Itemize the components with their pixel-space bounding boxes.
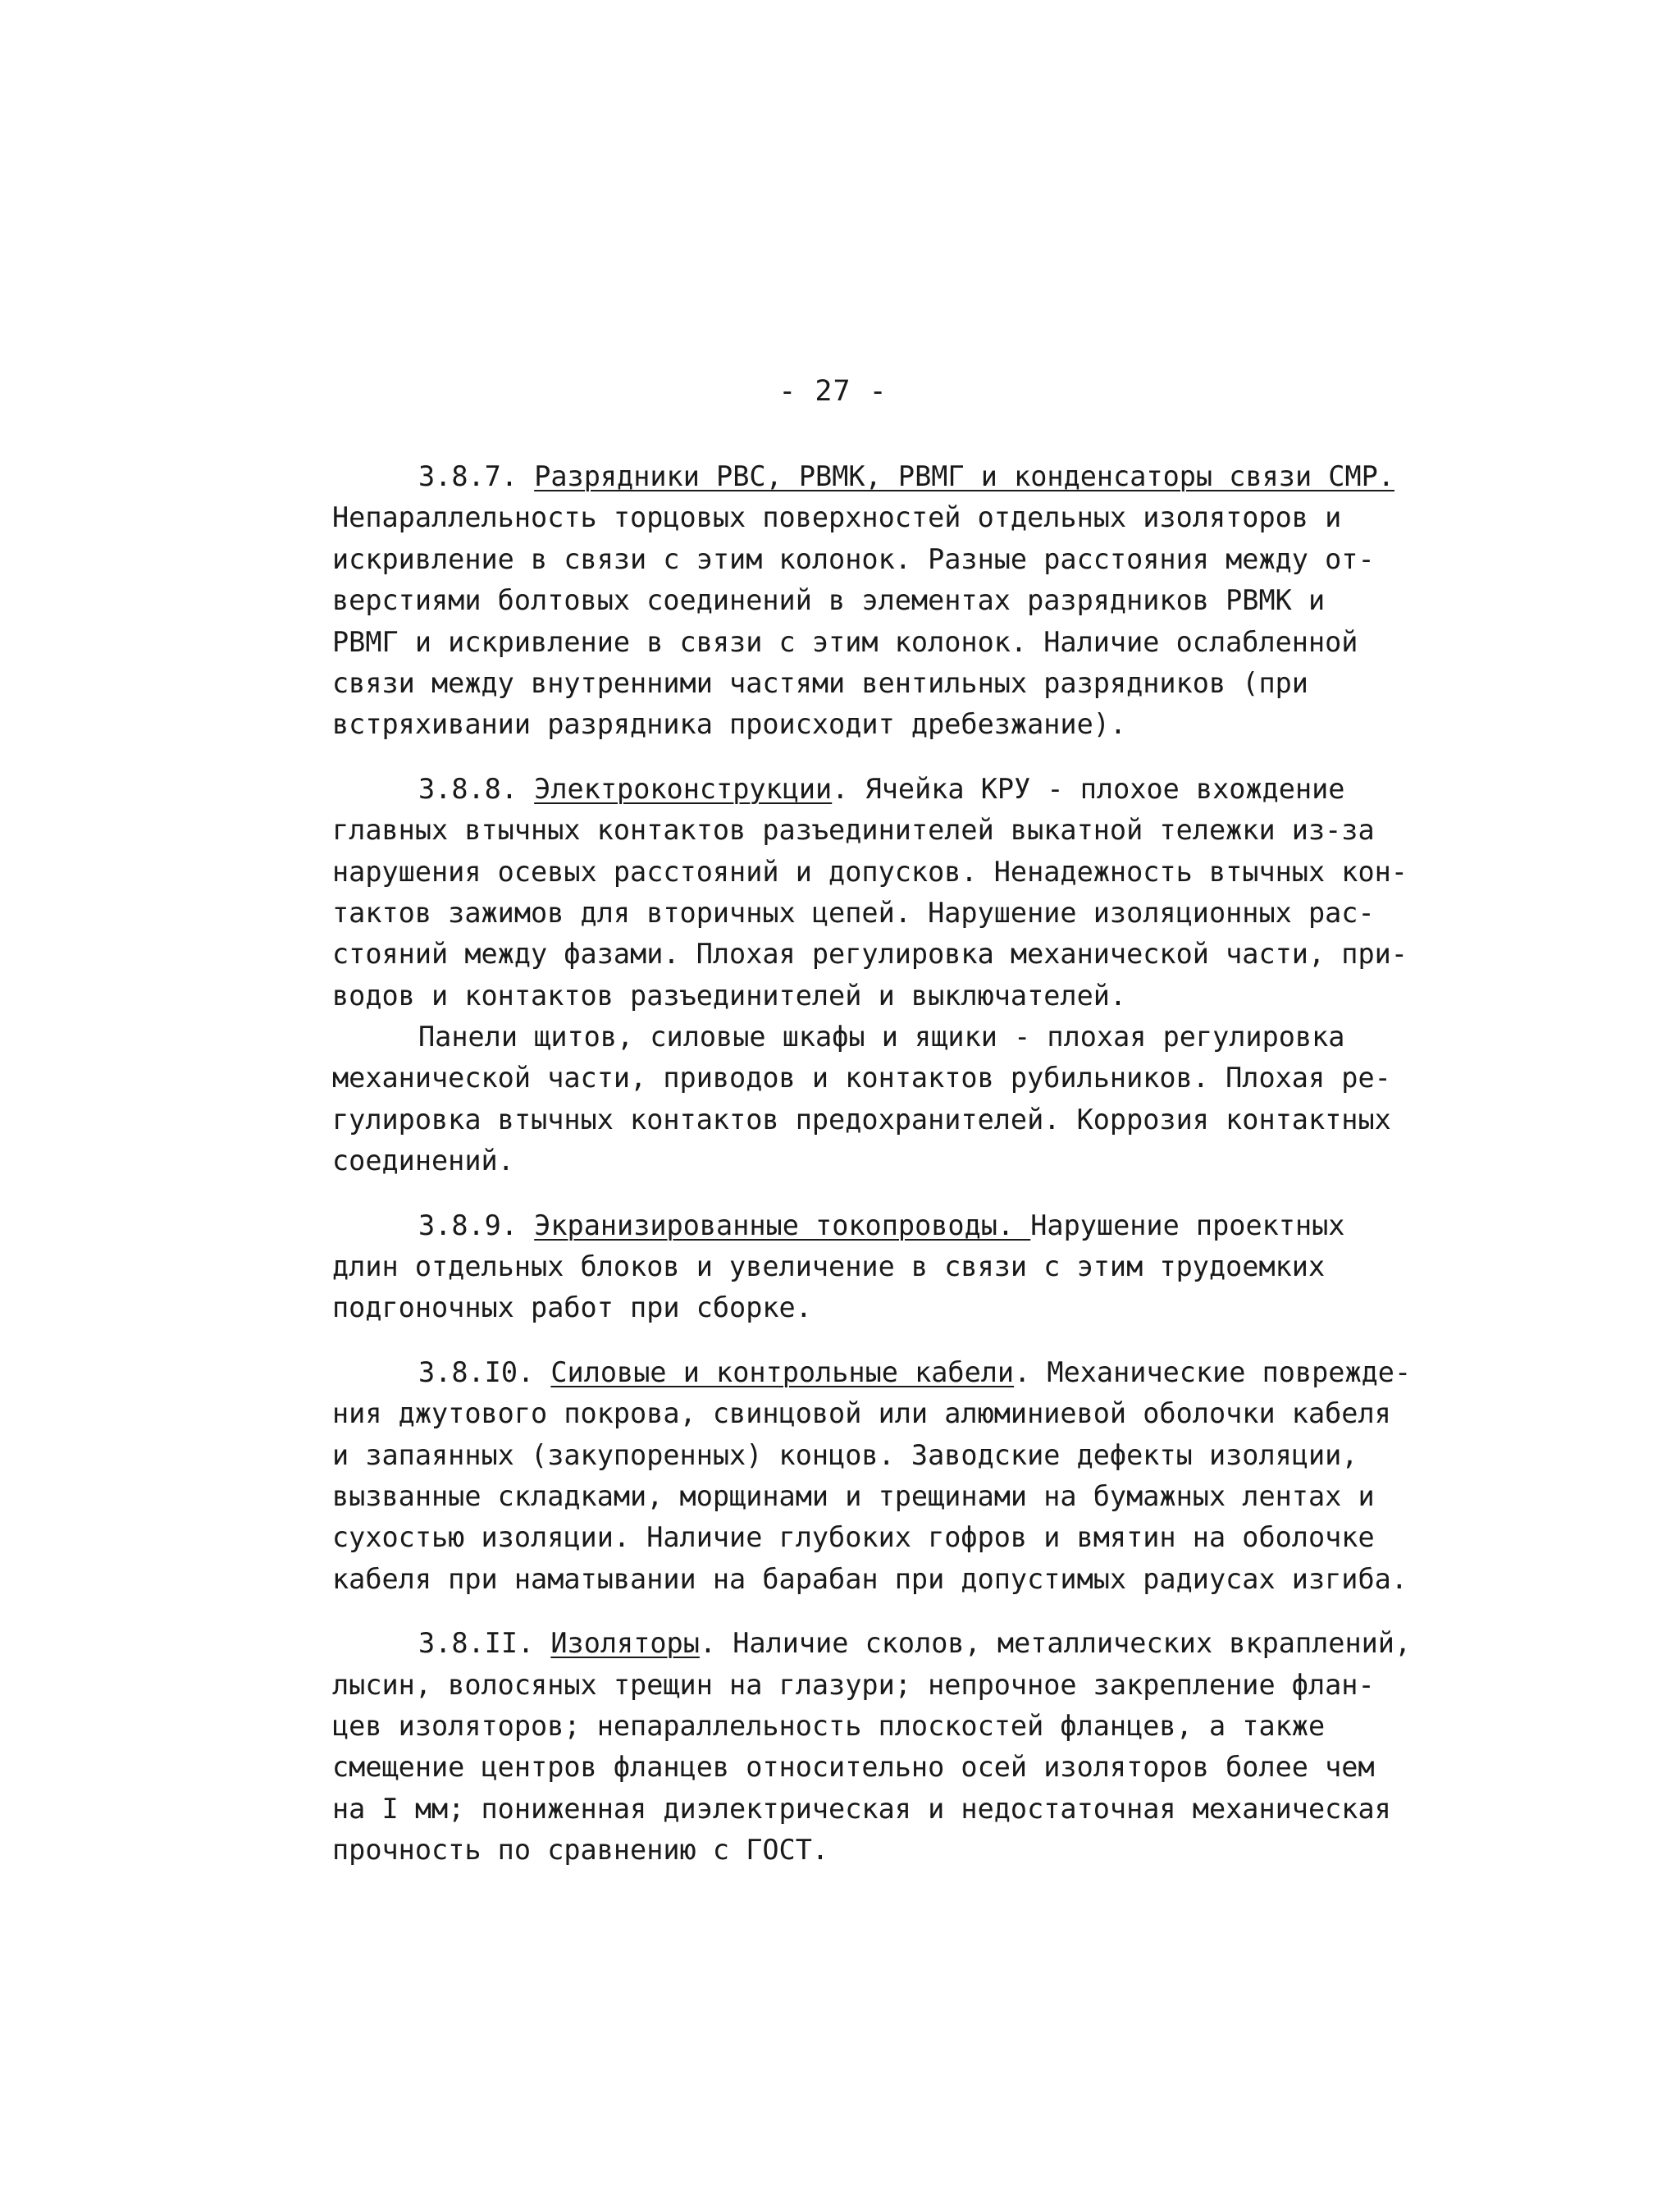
text-line: главных втычных контактов разъединителей выкатной тележки из-за	[332, 814, 1375, 847]
section-number: 3.8.8.	[418, 772, 518, 805]
text-line: искривление в связи с этим колонок. Разные расстояния между от-	[332, 542, 1375, 575]
text-line: водов и контактов разъединителей и выключателей.	[332, 979, 1127, 1012]
section-heading-line	[332, 1623, 1431, 1664]
text-line: тактов зажимов для вторичных цепей. Нарушение изоляционных рас-	[332, 896, 1375, 929]
text-line: связи между внутренними частями вентильных разрядников (при	[332, 666, 1308, 699]
text-line: цев изоляторов; непараллельность плоскостей фланцев, а также	[332, 1709, 1326, 1742]
text-line: Непараллельность торцовых поверхностей отдельных изоляторов и	[332, 501, 1342, 534]
text-line: лысин, волосяных трещин на глазури; непрочное закрепление флан-	[332, 1668, 1375, 1701]
text-line: прочность по сравнению с ГОСТ.	[332, 1834, 829, 1867]
text-fragment: . Ячейка КРУ - плохое вхождение	[832, 772, 1345, 805]
text-line: длин отдельных блоков и увеличение в связи с этим трудоемких	[332, 1250, 1326, 1283]
section-number: 3.8.I0.	[418, 1355, 535, 1388]
section-title: Экранизированные токопроводы.	[534, 1209, 1031, 1241]
section-heading-line	[332, 1205, 1431, 1246]
text-line	[332, 1017, 1431, 1058]
text-line: ния джутового покрова, свинцовой или алюминиевой оболочки кабеля	[332, 1397, 1391, 1430]
section-3-8-7	[332, 456, 1431, 746]
text-line: сухостью изоляции. Наличие глубоких гофров и вмятин на оболочке	[332, 1521, 1375, 1554]
section-title: Электроконструкции	[534, 772, 833, 805]
text-fragment: . Наличие сколов, металлических вкраплений,	[699, 1627, 1412, 1660]
text-line: верстиями болтовых соединений в элементах разрядников РВМК и	[332, 584, 1326, 617]
section-title: Силовые и контрольные кабели	[550, 1355, 1015, 1388]
text-line: стояний между фазами. Плохая регулировка механической части, при-	[332, 938, 1408, 971]
text-line: соединений.	[332, 1145, 514, 1177]
section-heading-line	[332, 456, 1431, 497]
text-line: смещение центров фланцев относительно осей изоляторов более чем	[332, 1751, 1375, 1784]
section-number: 3.8.II.	[418, 1627, 535, 1660]
page-number: - 27 -	[778, 375, 888, 408]
text-line: вызванные складками, морщинами и трещинами на бумажных лентах и	[332, 1479, 1375, 1512]
section-3-8-11	[332, 1623, 1431, 1871]
text-line: гулировка втычных контактов предохранителей. Коррозия контактных	[332, 1103, 1391, 1136]
section-3-8-9	[332, 1205, 1431, 1329]
text-line: механической части, приводов и контактов рубильников. Плохая ре-	[332, 1062, 1391, 1095]
section-3-8-10	[332, 1352, 1431, 1600]
text-line: на I мм; пониженная диэлектрическая и недостаточная механическая	[332, 1792, 1391, 1825]
section-number: 3.8.9.	[418, 1209, 518, 1241]
section-heading-line	[332, 769, 1431, 810]
text-line: подгоночных работ при сборке.	[332, 1291, 812, 1324]
text-fragment: Нарушение проектных	[1030, 1209, 1345, 1241]
section-title: Разрядники РВС, РВМК, РВМГ и конденсаторы связи СМР.	[534, 460, 1394, 492]
text-fragment: . Механические поврежде-	[1014, 1355, 1412, 1388]
document-body	[332, 456, 1431, 1872]
text-line: кабеля при наматывании на барабан при допустимых радиусах изгиба.	[332, 1562, 1408, 1595]
text-fragment: Панели щитов, силовые шкафы и ящики - плохая регулировка	[418, 1021, 1345, 1053]
section-heading-line	[332, 1352, 1431, 1393]
text-line: РВМГ и искривление в связи с этим колонок. Наличие ослабленной	[332, 625, 1358, 658]
text-line: встряхивании разрядника происходит дребезжание).	[332, 708, 1127, 741]
section-title: Изоляторы	[550, 1627, 700, 1660]
text-line: нарушения осевых расстояний и допусков. Ненадежность втычных кон-	[332, 855, 1408, 888]
section-number: 3.8.7.	[418, 460, 518, 492]
section-3-8-8	[332, 769, 1431, 1182]
text-line: и запаянных (закупоренных) концов. Заводские дефекты изоляции,	[332, 1438, 1358, 1471]
